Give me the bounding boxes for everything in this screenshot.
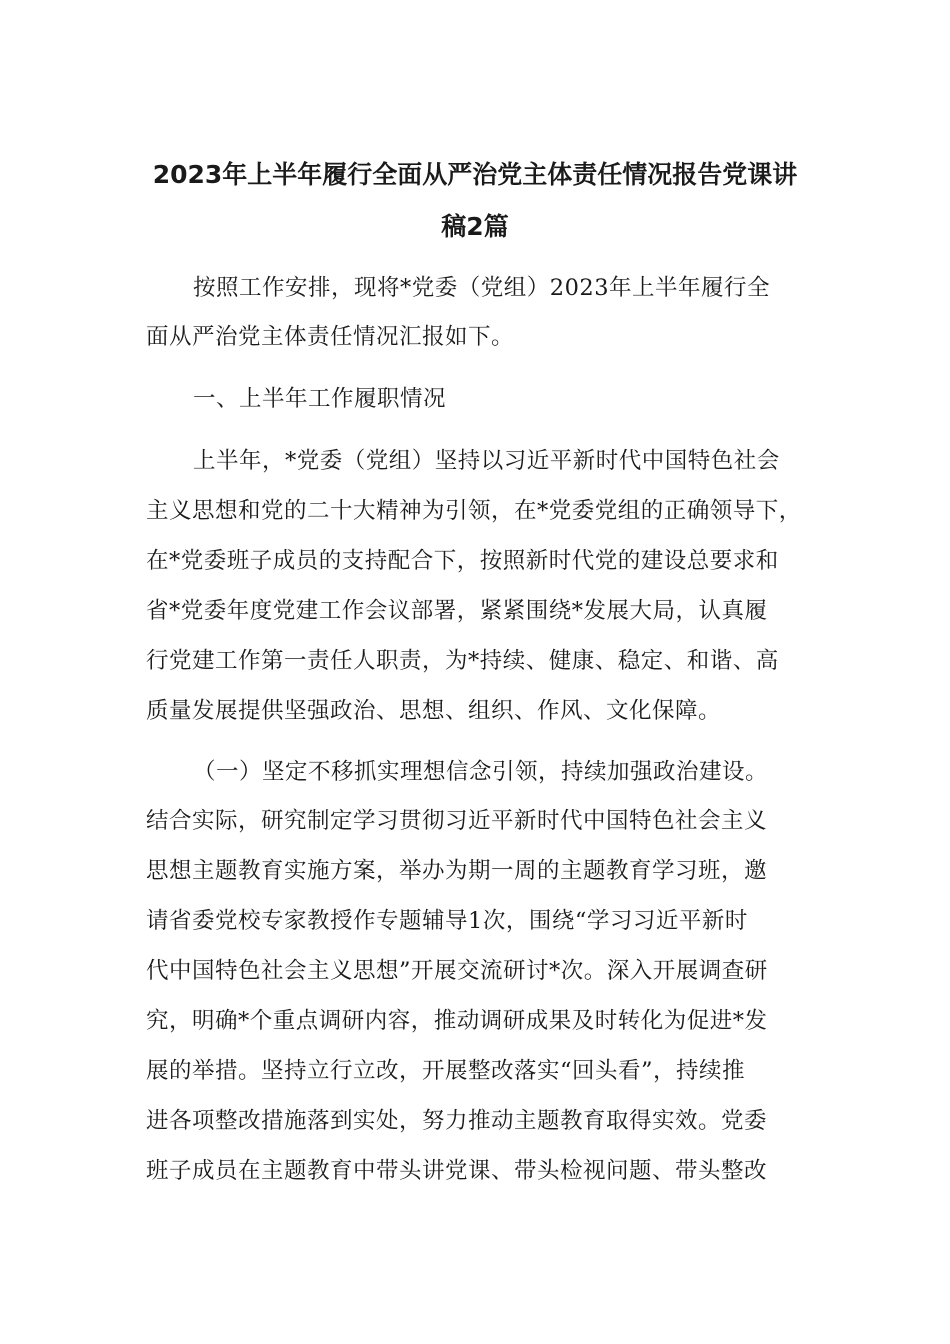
document-title-line-2: 稿2篇 [441, 212, 509, 241]
body-line-6: 质量发展提供坚强政治、思想、组织、作风、文化保障。 [146, 698, 722, 724]
body-line-5: 行党建工作第一责任人职责，为*持续、健康、稳定、和谐、高 [146, 648, 779, 674]
body-line-12: 展的举措。坚持立行立改，开展整改落实“回头看”，持续推 [146, 1058, 746, 1084]
body-line-10: 代中国特色社会主义思想”开展交流研讨*次。深入开展调查研 [146, 958, 768, 984]
document-title-line-1: 2023年上半年履行全面从严治党主体责任情况报告党课讲 [152, 160, 798, 189]
body-line-11: 究，明确*个重点调研内容，推动调研成果及时转化为促进*发 [146, 1008, 768, 1034]
body-line-2: 主义思想和党的二十大精神为引领，在*党委党组的正确领导下， [146, 498, 802, 524]
body-line-3: 在*党委班子成员的支持配合下，按照新时代党的建设总要求和 [146, 548, 779, 574]
subsection-heading-1: （一）坚定不移抓实理想信念引领，持续加强政治建设。 [193, 759, 769, 785]
section-heading-1: 一、上半年工作履职情况 [193, 386, 447, 412]
body-line-4: 省*党委年度党建工作会议部署，紧紧围绕*发展大局，认真履 [146, 598, 768, 624]
body-line-7: 结合实际，研究制定学习贯彻习近平新时代中国特色社会主义 [146, 808, 768, 834]
intro-line-2: 面从严治党主体责任情况汇报如下。 [146, 324, 515, 350]
body-line-8: 思想主题教育实施方案，举办为期一周的主题教育学习班，邀 [146, 858, 768, 884]
body-line-13: 进各项整改措施落到实处，努力推动主题教育取得实效。党委 [146, 1108, 768, 1134]
intro-line-1: 按照工作安排，现将*党委（党组）2023年上半年履行全 [193, 275, 771, 301]
body-line-14: 班子成员在主题教育中带头讲党课、带头检视问题、带头整改 [146, 1158, 768, 1184]
body-line-9: 请省委党校专家教授作专题辅导1次，围绕“学习习近平新时 [146, 908, 748, 934]
body-line-1: 上半年，*党委（党组）坚持以习近平新时代中国特色社会 [193, 448, 780, 474]
